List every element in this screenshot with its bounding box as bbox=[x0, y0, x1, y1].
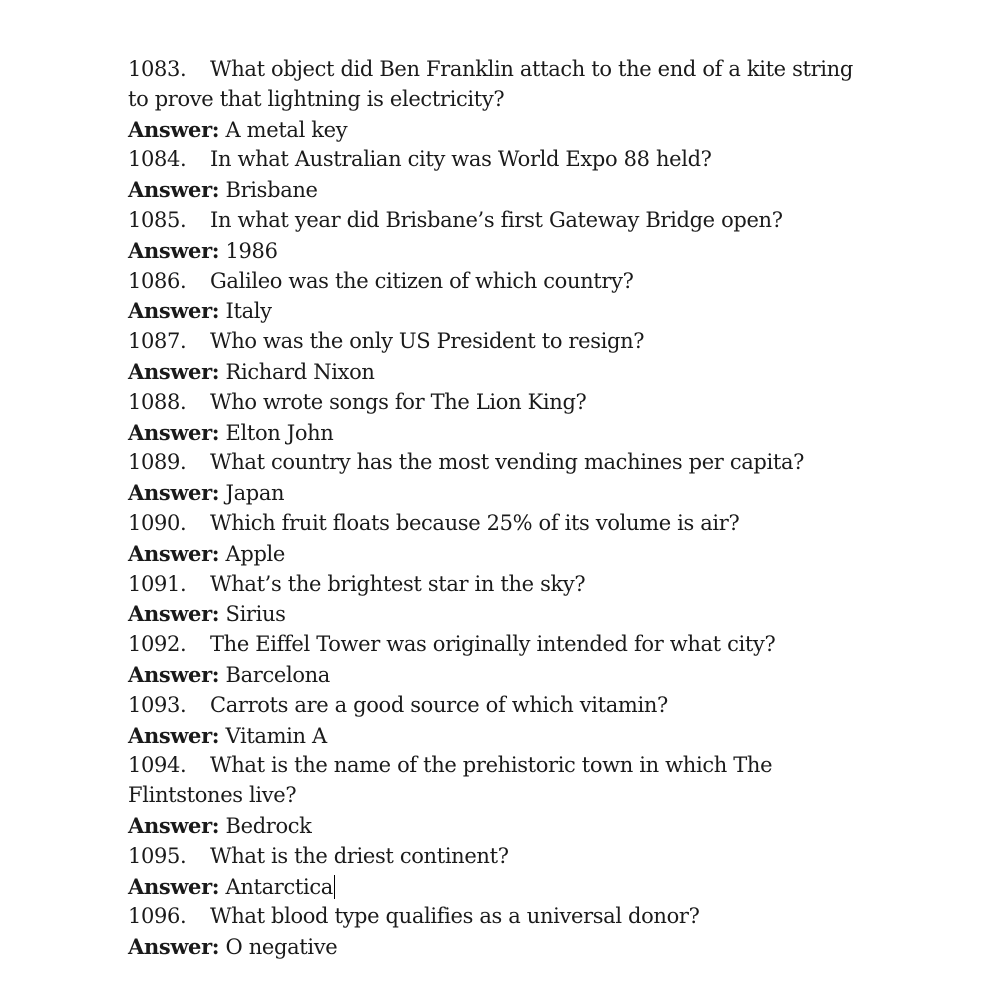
answer-text: Richard Nixon bbox=[225, 359, 375, 384]
answer bbox=[128, 175, 878, 206]
answer bbox=[128, 660, 878, 691]
qa-item bbox=[128, 267, 878, 328]
question-number: 1090. bbox=[128, 510, 187, 535]
answer-label: Answer: bbox=[128, 934, 220, 960]
question-text: The Eiffel Tower was originally intended for what city? bbox=[210, 632, 776, 657]
question bbox=[128, 448, 878, 478]
question bbox=[128, 691, 878, 721]
answer-text: 1986 bbox=[225, 238, 278, 263]
answer-label: Answer: bbox=[128, 873, 220, 899]
question-number: 1086. bbox=[128, 268, 187, 293]
question bbox=[128, 751, 878, 811]
question-text: What’s the brightest star in the sky? bbox=[210, 571, 586, 596]
qa-item bbox=[128, 206, 878, 267]
qa-item bbox=[128, 691, 878, 752]
answer bbox=[128, 721, 878, 752]
qa-item bbox=[128, 630, 878, 691]
question-number: 1089. bbox=[128, 450, 187, 475]
question bbox=[128, 145, 878, 175]
answer-text: Japan bbox=[225, 481, 285, 506]
question-number: 1091. bbox=[128, 571, 187, 596]
question-number: 1087. bbox=[128, 329, 187, 354]
question bbox=[128, 55, 878, 115]
answer-label: Answer: bbox=[128, 237, 220, 263]
answer bbox=[128, 115, 878, 146]
answer-text: Elton John bbox=[225, 420, 334, 445]
text-cursor bbox=[334, 875, 335, 899]
answer bbox=[128, 236, 878, 267]
question-number: 1084. bbox=[128, 147, 187, 172]
question bbox=[128, 842, 878, 872]
answer-label: Answer: bbox=[128, 298, 220, 324]
answer bbox=[128, 296, 878, 327]
question bbox=[128, 630, 878, 660]
answer-label: Answer: bbox=[128, 419, 220, 445]
answer-label: Answer: bbox=[128, 358, 220, 384]
answer-label: Answer: bbox=[128, 177, 220, 203]
question bbox=[128, 902, 878, 932]
answer bbox=[128, 357, 878, 388]
question-number: 1088. bbox=[128, 389, 187, 414]
answer bbox=[128, 599, 878, 630]
answer bbox=[128, 418, 878, 449]
question bbox=[128, 206, 878, 236]
question-text: What blood type qualifies as a universal donor? bbox=[210, 904, 700, 929]
answer-text: Bedrock bbox=[225, 813, 312, 838]
answer-text: Sirius bbox=[225, 602, 286, 627]
question-number: 1094. bbox=[128, 753, 187, 778]
answer-label: Answer: bbox=[128, 661, 220, 687]
answer bbox=[128, 539, 878, 570]
qa-item bbox=[128, 842, 878, 903]
question-text: What country has the most vending machines per capita? bbox=[210, 450, 805, 475]
answer-text: Apple bbox=[225, 541, 285, 566]
answer bbox=[128, 872, 878, 903]
question-text: Carrots are a good source of which vitamin? bbox=[210, 692, 668, 717]
question bbox=[128, 388, 878, 418]
question-text: Who was the only US President to resign? bbox=[210, 329, 645, 354]
qa-item bbox=[128, 388, 878, 449]
qa-item bbox=[128, 145, 878, 206]
question-text: Which fruit floats because 25% of its volume is air? bbox=[210, 510, 740, 535]
answer-label: Answer: bbox=[128, 480, 220, 506]
question-number: 1096. bbox=[128, 904, 187, 929]
qa-item bbox=[128, 570, 878, 631]
answer-text: Antarctica bbox=[225, 874, 333, 899]
question-text: What object did Ben Franklin attach to the end of a kite string to prove that lightning is electricity? bbox=[128, 57, 853, 111]
answer-text: O negative bbox=[225, 935, 338, 960]
answer-label: Answer: bbox=[128, 601, 220, 627]
question-number: 1095. bbox=[128, 843, 187, 868]
qa-item bbox=[128, 509, 878, 570]
answer bbox=[128, 932, 878, 963]
answer-text: A metal key bbox=[225, 117, 348, 142]
answer-text: Brisbane bbox=[225, 178, 318, 203]
qa-item bbox=[128, 751, 878, 841]
answer bbox=[128, 811, 878, 842]
answer-text: Barcelona bbox=[225, 662, 330, 687]
answer-label: Answer: bbox=[128, 812, 220, 838]
question-text: In what year did Brisbane’s first Gateway Bridge open? bbox=[210, 207, 783, 232]
qa-item bbox=[128, 902, 878, 963]
question-text: In what Australian city was World Expo 88 held? bbox=[210, 147, 712, 172]
question bbox=[128, 570, 878, 600]
document-body[interactable] bbox=[128, 55, 878, 963]
question-number: 1093. bbox=[128, 692, 187, 717]
qa-item bbox=[128, 327, 878, 388]
question-text: Galileo was the citizen of which country? bbox=[210, 268, 634, 293]
question-number: 1085. bbox=[128, 207, 187, 232]
question bbox=[128, 267, 878, 297]
answer-label: Answer: bbox=[128, 722, 220, 748]
question-number: 1092. bbox=[128, 632, 187, 657]
answer-text: Italy bbox=[225, 299, 272, 324]
question-text: What is the name of the prehistoric town in which The Flintstones live? bbox=[128, 753, 773, 808]
qa-item bbox=[128, 448, 878, 509]
answer-label: Answer: bbox=[128, 116, 220, 142]
question-number: 1083. bbox=[128, 57, 187, 81]
answer-label: Answer: bbox=[128, 540, 220, 566]
question-text: Who wrote songs for The Lion King? bbox=[210, 389, 587, 414]
answer bbox=[128, 478, 878, 509]
question bbox=[128, 509, 878, 539]
qa-item bbox=[128, 55, 878, 145]
question bbox=[128, 327, 878, 357]
question-text: What is the driest continent? bbox=[210, 843, 509, 868]
answer-text: Vitamin A bbox=[225, 723, 327, 748]
